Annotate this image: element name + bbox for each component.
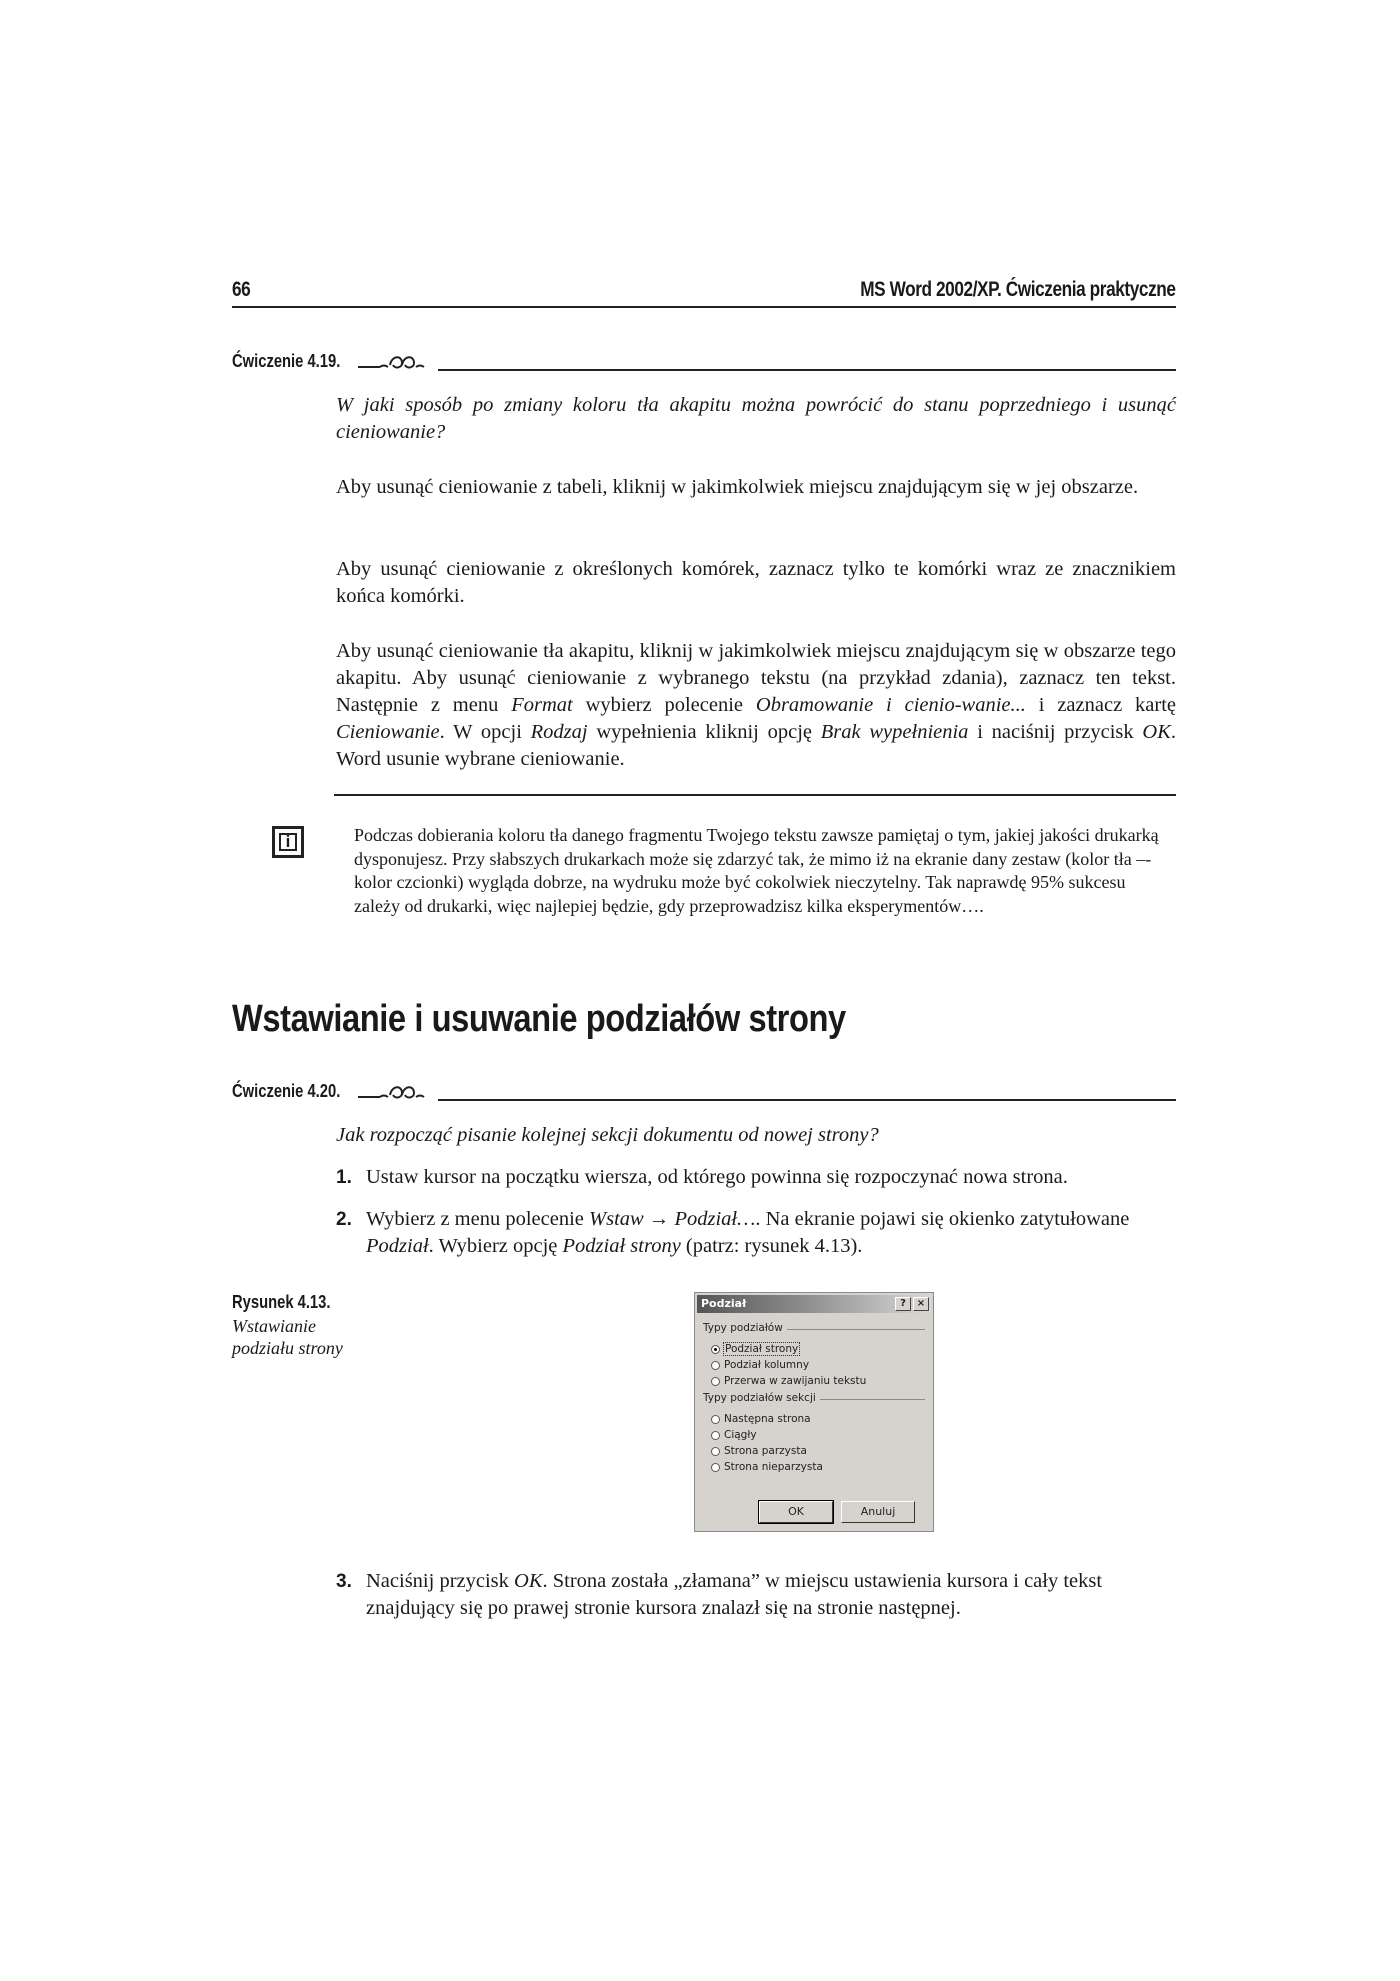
- paragraph: Aby usunąć cieniowanie tła akapitu, kliknij w jakimkolwiek miejscu znajdującym się w obszarze tego akapitu. Aby usunąć cieniowanie z wybranego tekstu (na przykład zdania), zaznacz ten tekst. Następnie z menu Format wybierz polecenie Obramowanie i cienio-wanie... i zaznacz kartę Cieniowanie. W opcji Rodzaj wypełnienia kliknij opcję Brak wypełnienia i naciśnij przycisk OK. Word usunie wybrane cieniowanie.: [336, 640, 1176, 770]
- list-item: 3. Naciśnij przycisk OK. Strona została „złamana” w miejscu ustawienia kursora i cały tekst znajdujący się po prawej stronie kursora znalazł się na stronie następnej.: [336, 1570, 1103, 1619]
- question-text: W jaki sposób po zmiany koloru tła akapitu można powrócić do stanu poprzedniego i usunąć cieniowanie?: [336, 394, 1176, 443]
- ornament-icon: [358, 1083, 438, 1101]
- radio-text-wrapping-break[interactable]: Przerwa w zawijaniu tekstu: [711, 1375, 866, 1389]
- page-number: 66: [232, 278, 251, 301]
- radio-odd-page[interactable]: Strona nieparzysta: [711, 1461, 823, 1475]
- running-header: [232, 270, 1176, 308]
- section-title: Wstawianie i usuwanie podziałów strony: [232, 998, 846, 1040]
- note-top-rule: [334, 794, 1176, 796]
- exercise-label: Ćwiczenie 4.20.: [232, 1081, 341, 1101]
- figure-description: Wstawianie podziału strony: [232, 1316, 343, 1358]
- figure-label: Rysunek 4.13.: [232, 1292, 331, 1312]
- group-label: Typy podziałów: [703, 1322, 787, 1334]
- radio-continuous[interactable]: Ciągły: [711, 1429, 757, 1443]
- close-button[interactable]: ×: [913, 1297, 929, 1311]
- list-item: 2. Wybierz z menu polecenie Wstaw → Podział…. Na ekranie pojawi się okienko zatytułowane Podział. Wybierz opcję Podział strony (patrz: rysunek 4.13).: [336, 1208, 1130, 1257]
- question-text: Jak rozpocząć pisanie kolejnej sekcji dokumentu od nowej strony?: [336, 1124, 879, 1146]
- list-item: 1. Ustaw kursor na początku wiersza, od którego powinna się rozpoczynać nowa strona.: [336, 1166, 1068, 1188]
- figure-caption: [232, 1292, 382, 1359]
- heading-rule: [438, 369, 1176, 371]
- radio-page-break[interactable]: Podział strony: [711, 1343, 799, 1357]
- dialog-titlebar: [697, 1295, 931, 1313]
- heading-rule: [438, 1099, 1176, 1101]
- exercise-heading-4-19: [232, 344, 1176, 374]
- help-button[interactable]: ?: [895, 1297, 911, 1311]
- radio-column-break[interactable]: Podział kolumny: [711, 1359, 809, 1373]
- book-title: MS Word 2002/XP. Ćwiczenia praktyczne: [860, 278, 1176, 301]
- ornament-icon: [358, 353, 438, 371]
- exercise-label: Ćwiczenie 4.19.: [232, 351, 341, 371]
- dialog-title: Podział: [701, 1297, 747, 1310]
- ok-button[interactable]: OK: [759, 1501, 833, 1523]
- paragraph: Aby usunąć cieniowanie z określonych komórek, zaznacz tylko te komórki wraz ze znacznikiem końca komórki.: [336, 558, 1176, 607]
- cancel-button[interactable]: Anuluj: [841, 1501, 915, 1523]
- paragraph: Aby usunąć cieniowanie z tabeli, kliknij w jakimkolwiek miejscu znajdującym się w jej obszarze.: [336, 476, 1139, 498]
- radio-even-page[interactable]: Strona parzysta: [711, 1445, 807, 1459]
- info-icon: i: [272, 826, 304, 858]
- exercise-heading-4-20: [232, 1074, 1176, 1104]
- radio-next-page[interactable]: Następna strona: [711, 1413, 811, 1427]
- note-text: Podczas dobierania koloru tła danego fragmentu Twojego tekstu zawsze pamiętaj o tym, jakiej jakości drukarką dysponujesz. Przy słabszych drukarkach może się zdarzyć tak, że mimo iż na ekranie dany zestaw (kolor tła –- kolor czcionki) wygląda dobrze, na wydruku może być cokolwiek nieczytelny. Tak naprawdę 95% sukcesu zależy od drukarki, więc najlepiej będzie, gdy przeprowadzisz kilka eksperymentów….: [354, 825, 1159, 916]
- break-dialog: [694, 1292, 934, 1532]
- group-label: Typy podziałów sekcji: [703, 1392, 820, 1404]
